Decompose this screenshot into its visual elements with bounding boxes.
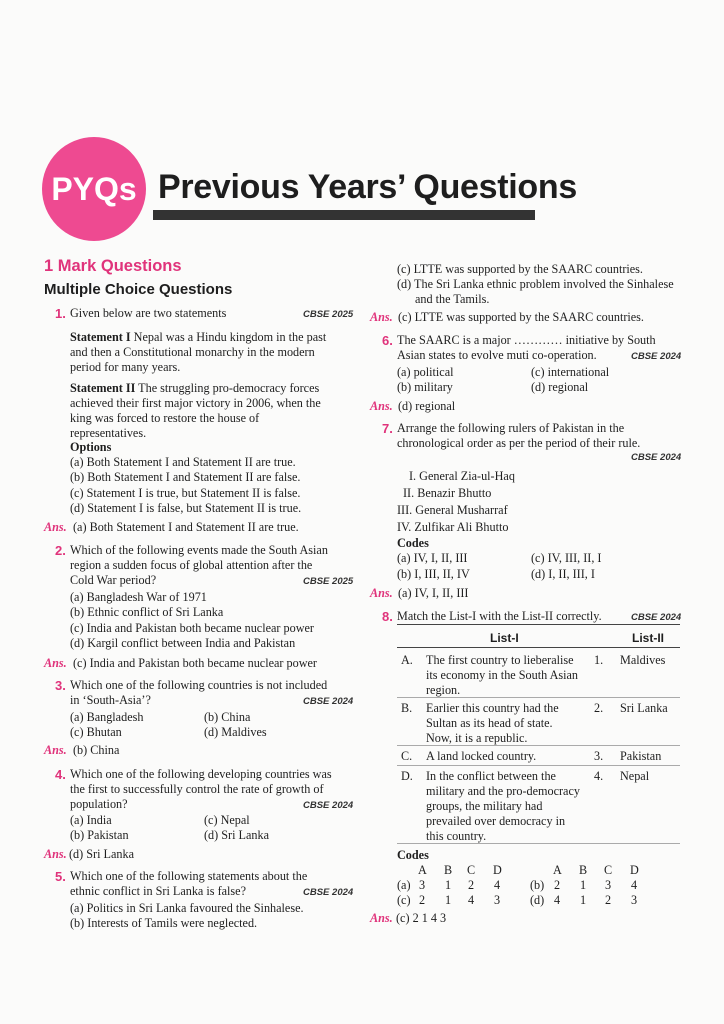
row-value: Maldives — [620, 653, 666, 667]
answer-text: (c) India and Pakistan both became nuclear power — [73, 656, 317, 670]
exam-tag: CBSE 2024 — [303, 696, 354, 707]
row-text: Now, it is a republic. — [426, 731, 528, 745]
question-number: 6. — [382, 333, 393, 348]
answer-text: (d) regional — [398, 399, 456, 413]
option: (b) I, III, II, IV — [397, 567, 470, 581]
code-value: 4 — [554, 893, 561, 907]
answer-text: (b) China — [73, 743, 120, 757]
row-text: prevailed over democracy in — [426, 814, 566, 828]
code-value: 3 — [419, 878, 426, 892]
answer-label: Ans. — [370, 911, 393, 925]
question-text: the first to successfully control the rate of growth of — [70, 782, 324, 796]
statement-2 — [70, 381, 319, 397]
option: (c) IV, III, II, I — [531, 551, 602, 565]
code-header: A — [553, 863, 562, 877]
option: (a) Bangladesh — [70, 710, 144, 724]
question-text: in ‘South-Asia’? — [70, 693, 151, 707]
code-option: (a) — [397, 878, 411, 892]
question-text: Which of the following events made the South Asian — [70, 543, 328, 557]
answer-label: Ans. — [44, 847, 67, 861]
question-text: Asian states to evolve muti co-operation. — [397, 348, 597, 362]
code-value: 2 — [419, 893, 426, 907]
question-text: population? — [70, 797, 128, 811]
list-item: I. General Zia-ul-Haq — [409, 469, 515, 483]
question-number: 2. — [55, 543, 66, 558]
code-header: D — [493, 863, 502, 877]
question-text: Which one of the following countries is not included — [70, 678, 328, 692]
option: (d) Statement I is false, but Statement II is true. — [70, 501, 302, 515]
answer-label: Ans. — [370, 399, 393, 413]
codes-label: Codes — [397, 536, 429, 550]
option: and the Tamils. — [415, 292, 490, 306]
code-value: 3 — [631, 893, 638, 907]
answer-label: Ans. — [44, 656, 67, 670]
options-label: Options — [70, 440, 112, 454]
code-header: B — [579, 863, 588, 877]
codes-label: Codes — [397, 848, 429, 862]
code-option: (c) — [397, 893, 411, 907]
code-option: (b) — [530, 878, 545, 892]
statement-line: The struggling pro-democracy forces — [135, 381, 320, 395]
row-text: military and the pro-democracy — [426, 784, 580, 798]
code-header: C — [604, 863, 613, 877]
question-text: Arrange the following rulers of Pakistan in the — [397, 421, 625, 435]
question-text: chronological order as per the period of their rule. — [397, 436, 641, 450]
question-number: 5. — [55, 869, 66, 884]
question-text: The SAARC is a major ………… initiative by South — [397, 333, 656, 347]
code-value: 2 — [468, 878, 475, 892]
row-key: C. — [401, 749, 413, 763]
question-text: Given below are two statements — [70, 306, 227, 320]
page-title: Previous Years’ Questions — [158, 168, 577, 206]
option: (c) LTTE was supported by the SAARC countries. — [397, 262, 643, 276]
statement-line: representatives. — [70, 426, 147, 440]
code-header: C — [467, 863, 476, 877]
row-text: Earlier this country had the — [426, 701, 559, 715]
code-value: 4 — [494, 878, 501, 892]
badge-label: PYQs — [51, 170, 137, 207]
statement-1-label: Statement I — [70, 330, 131, 344]
code-value: 2 — [554, 878, 561, 892]
question-text: Which one of the following developing countries was — [70, 767, 332, 781]
option: (d) The Sri Lanka ethnic problem involved the Sinhalese — [397, 277, 674, 291]
question-text: ethnic conflict in Sri Lanka is false? — [70, 884, 246, 898]
column-header: List-II — [632, 631, 664, 645]
code-value: 1 — [445, 893, 452, 907]
exam-tag: CBSE 2024 — [631, 351, 682, 362]
exam-tag: CBSE 2024 — [631, 452, 682, 463]
exam-tag: CBSE 2024 — [303, 800, 354, 811]
answer-text: (a) Both Statement I and Statement II are true. — [73, 520, 299, 534]
code-header: B — [444, 863, 453, 877]
row-number: 4. — [594, 769, 604, 783]
row-value: Pakistan — [620, 749, 662, 763]
row-text: Sultan as its head of state. — [426, 716, 553, 730]
code-header: D — [630, 863, 639, 877]
option: (b) Pakistan — [70, 828, 129, 842]
code-value: 4 — [468, 893, 475, 907]
statement-1 — [70, 330, 326, 346]
exam-tag: CBSE 2025 — [303, 576, 354, 587]
section-subtitle: Multiple Choice Questions — [44, 281, 233, 298]
column-header: List-I — [490, 631, 519, 645]
option: (c) India and Pakistan both became nuclear power — [70, 621, 314, 635]
answer-text: (c) 2 1 4 3 — [396, 911, 447, 925]
question-number: 7. — [382, 421, 393, 436]
list-item: IV. Zulfikar Ali Bhutto — [397, 520, 509, 534]
code-header: A — [418, 863, 427, 877]
code-value: 4 — [631, 878, 638, 892]
pyqs-badge — [42, 137, 146, 241]
code-value: 1 — [580, 893, 587, 907]
option: (d) Maldives — [204, 725, 267, 739]
option: (a) Bangladesh War of 1971 — [70, 590, 207, 604]
statement-line: and then a Constitutional monarchy in the modern — [70, 345, 315, 359]
option: (d) Sri Lanka — [204, 828, 269, 842]
option: (a) Politics in Sri Lanka favoured the Sinhalese. — [70, 901, 304, 915]
row-text: this country. — [426, 829, 487, 843]
row-text: groups, the military had — [426, 799, 543, 813]
statement-2-label: Statement II — [70, 381, 136, 395]
row-divider — [397, 765, 680, 766]
row-value: Nepal — [620, 769, 650, 783]
question-number: 4. — [55, 767, 66, 782]
table-bottom-rule — [397, 843, 680, 844]
question-text: Match the List-I with the List-II correctly. — [397, 609, 602, 623]
option: (c) Nepal — [204, 813, 250, 827]
answer-text: (c) LTTE was supported by the SAARC countries. — [398, 310, 644, 324]
answer-text: (d) Sri Lanka — [69, 847, 134, 861]
row-number: 2. — [594, 701, 604, 715]
option: (a) Both Statement I and Statement II are true. — [70, 455, 296, 469]
option: (c) Statement I is true, but Statement II is false. — [70, 486, 301, 500]
code-value: 3 — [605, 878, 612, 892]
option: (b) Interests of Tamils were neglected. — [70, 916, 258, 930]
code-value: 3 — [494, 893, 501, 907]
row-text: its economy in the South Asian — [426, 668, 578, 682]
option: (a) political — [397, 365, 454, 379]
answer-label: Ans. — [44, 520, 67, 534]
list-item: III. General Musharraf — [397, 503, 508, 517]
code-value: 2 — [605, 893, 612, 907]
row-text: In the conflict between the — [426, 769, 556, 783]
question-text: Cold War period? — [70, 573, 157, 587]
question-text: Which one of the following statements about the — [70, 869, 308, 883]
row-divider — [397, 697, 680, 698]
row-text: A land locked country. — [426, 749, 537, 763]
row-key: D. — [401, 769, 413, 783]
option: (a) India — [70, 813, 112, 827]
code-value: 1 — [445, 878, 452, 892]
question-number: 3. — [55, 678, 66, 693]
code-value: 1 — [580, 878, 587, 892]
option: (d) regional — [531, 380, 589, 394]
option: (b) Ethnic conflict of Sri Lanka — [70, 605, 224, 619]
option: (c) international — [531, 365, 610, 379]
option: (d) Kargil conflict between India and Pakistan — [70, 636, 296, 650]
question-text: region a sudden focus of global attention after the — [70, 558, 313, 572]
statement-line: period for many years. — [70, 360, 181, 374]
question-number: 8. — [382, 609, 393, 624]
table-top-rule — [397, 624, 680, 625]
option: (a) IV, I, II, III — [397, 551, 468, 565]
answer-label: Ans. — [370, 310, 393, 324]
option: (b) China — [204, 710, 251, 724]
title-underline — [153, 210, 535, 220]
statement-line: Nepal was a Hindu kingdom in the past — [130, 330, 327, 344]
code-option: (d) — [530, 893, 545, 907]
statement-line: king was forced to restore the house of — [70, 411, 260, 425]
answer-label: Ans. — [44, 743, 67, 757]
option: (d) I, II, III, I — [531, 567, 595, 581]
option: (c) Bhutan — [70, 725, 122, 739]
row-text: region. — [426, 683, 461, 697]
table-header-rule — [397, 647, 680, 648]
statement-line: achieved their first major victory in 2006, when the — [70, 396, 321, 410]
exam-tag: CBSE 2024 — [631, 612, 682, 623]
row-number: 1. — [594, 653, 604, 667]
option: (b) Both Statement I and Statement II are false. — [70, 470, 301, 484]
answer-text: (a) IV, I, II, III — [398, 586, 469, 600]
row-text: The first country to lieberalise — [426, 653, 574, 667]
exam-tag: CBSE 2025 — [303, 309, 354, 320]
row-divider — [397, 745, 680, 746]
section-title: 1 Mark Questions — [44, 257, 182, 275]
row-key: B. — [401, 701, 413, 715]
list-item: II. Benazir Bhutto — [403, 486, 492, 500]
row-value: Sri Lanka — [620, 701, 668, 715]
row-key: A. — [401, 653, 413, 667]
exam-tag: CBSE 2024 — [303, 887, 354, 898]
option: (b) military — [397, 380, 453, 394]
row-number: 3. — [594, 749, 604, 763]
answer-label: Ans. — [370, 586, 393, 600]
question-number: 1. — [55, 306, 66, 321]
